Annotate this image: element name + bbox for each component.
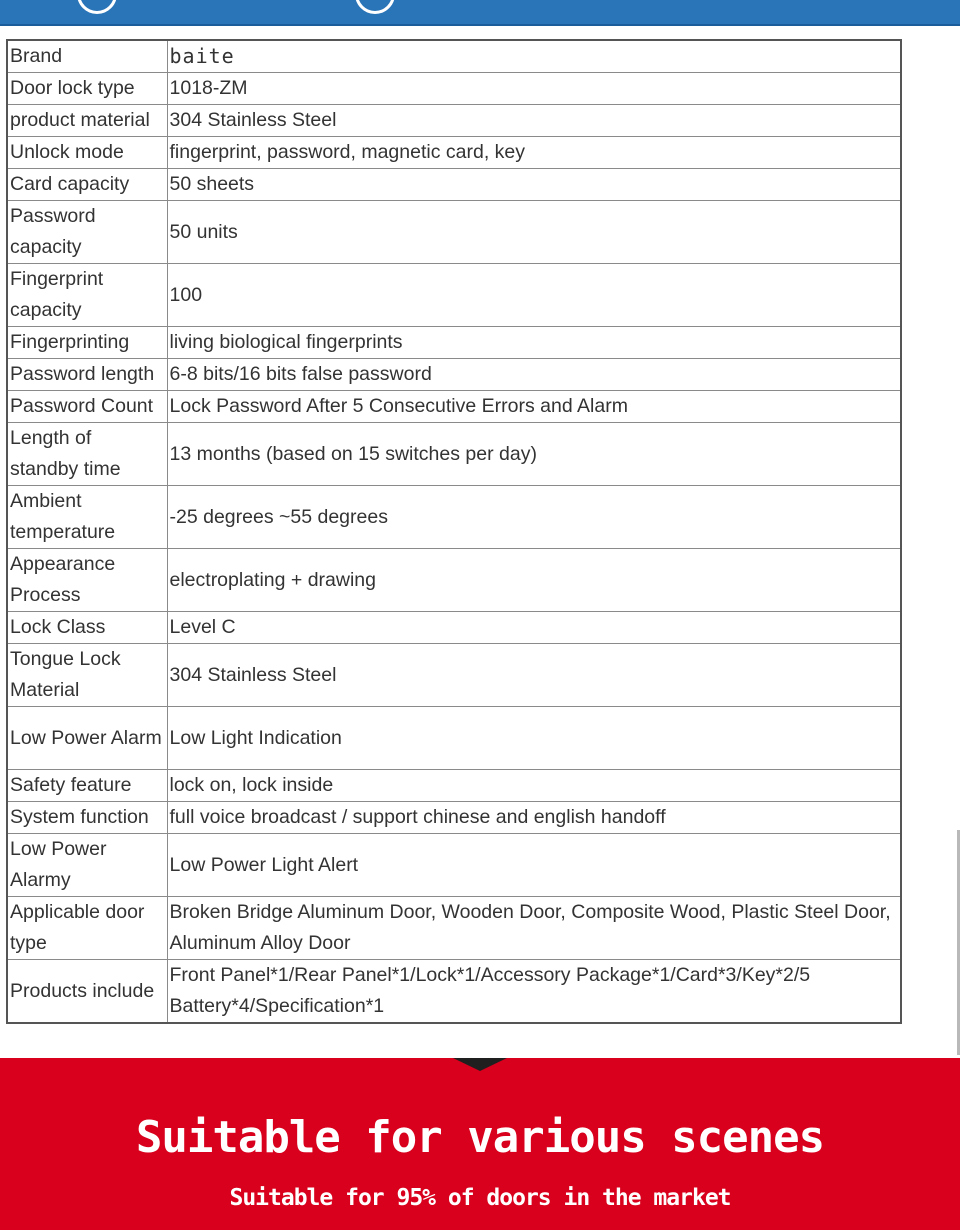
table-row: [7, 960, 901, 1024]
table-row: [7, 264, 901, 327]
spec-label: product material: [7, 105, 167, 137]
spec-value: Front Panel*1/Rear Panel*1/Lock*1/Accessory Package*1/Card*3/Key*2/5 Battery*4/Specification*1: [167, 960, 901, 1024]
spec-label: Password length: [7, 359, 167, 391]
spec-value: 50 sheets: [167, 169, 901, 201]
spec-value: -25 degrees ~55 degrees: [167, 486, 901, 549]
spec-label: Applicable door type: [7, 897, 167, 960]
spec-label: Tongue Lock Material: [7, 644, 167, 707]
table-row: [7, 40, 901, 73]
spec-label: Lock Class: [7, 612, 167, 644]
spec-value: fingerprint, password, magnetic card, key: [167, 137, 901, 169]
table-row: [7, 802, 901, 834]
spec-label: Password Count: [7, 391, 167, 423]
spec-label: Ambient temperature: [7, 486, 167, 549]
spec-label: Password capacity: [7, 201, 167, 264]
circle-icon: [355, 0, 395, 14]
table-row: [7, 391, 901, 423]
spec-value: 1018-ZM: [167, 73, 901, 105]
table-row: [7, 137, 901, 169]
table-row: [7, 169, 901, 201]
scenes-banner: [0, 1058, 960, 1230]
top-banner: [0, 0, 960, 26]
table-row: [7, 201, 901, 264]
spec-label: Low Power Alarmy: [7, 834, 167, 897]
spec-value: living biological fingerprints: [167, 327, 901, 359]
spec-value: electroplating + drawing: [167, 549, 901, 612]
spec-label: Safety feature: [7, 770, 167, 802]
table-row: [7, 644, 901, 707]
spec-label: Fingerprint capacity: [7, 264, 167, 327]
spec-label: Brand: [7, 40, 167, 73]
spec-label: Appearance Process: [7, 549, 167, 612]
spec-value: baite: [167, 40, 901, 73]
spec-value: 304 Stainless Steel: [167, 644, 901, 707]
spec-label: Low Power Alarm: [7, 707, 167, 770]
triangle-pointer-icon: [453, 1058, 507, 1071]
banner-subline: Suitable for 95% of doors in the market: [229, 1185, 731, 1211]
table-row: [7, 549, 901, 612]
table-row: [7, 612, 901, 644]
spec-value: Level C: [167, 612, 901, 644]
spec-label: Products include: [7, 960, 167, 1024]
spec-value: 304 Stainless Steel: [167, 105, 901, 137]
table-row: [7, 105, 901, 137]
table-row: [7, 359, 901, 391]
spec-label: System function: [7, 802, 167, 834]
spec-label: Length of standby time: [7, 423, 167, 486]
table-row: [7, 423, 901, 486]
spec-value: full voice broadcast / support chinese and english handoff: [167, 802, 901, 834]
spec-value: Broken Bridge Aluminum Door, Wooden Door, Composite Wood, Plastic Steel Door, Aluminum Alloy Door: [167, 897, 901, 960]
spec-label: Unlock mode: [7, 137, 167, 169]
table-row: [7, 707, 901, 770]
spec-label: Card capacity: [7, 169, 167, 201]
spec-value: 100: [167, 264, 901, 327]
table-row: [7, 327, 901, 359]
table-row: [7, 73, 901, 105]
spec-value: 50 units: [167, 201, 901, 264]
spec-label: Door lock type: [7, 73, 167, 105]
table-row: [7, 486, 901, 549]
table-row: [7, 834, 901, 897]
spec-value: Low Power Light Alert: [167, 834, 901, 897]
spec-value: Low Light Indication: [167, 707, 901, 770]
circle-icon: [77, 0, 117, 14]
spec-label: Fingerprinting: [7, 327, 167, 359]
spec-value: 13 months (based on 15 switches per day): [167, 423, 901, 486]
spec-table: [6, 39, 902, 1024]
spec-value: 6-8 bits/16 bits false password: [167, 359, 901, 391]
spec-value: lock on, lock inside: [167, 770, 901, 802]
banner-headline: Suitable for various scenes: [135, 1112, 825, 1163]
table-row: [7, 897, 901, 960]
spec-value: Lock Password After 5 Consecutive Errors and Alarm: [167, 391, 901, 423]
table-row: [7, 770, 901, 802]
